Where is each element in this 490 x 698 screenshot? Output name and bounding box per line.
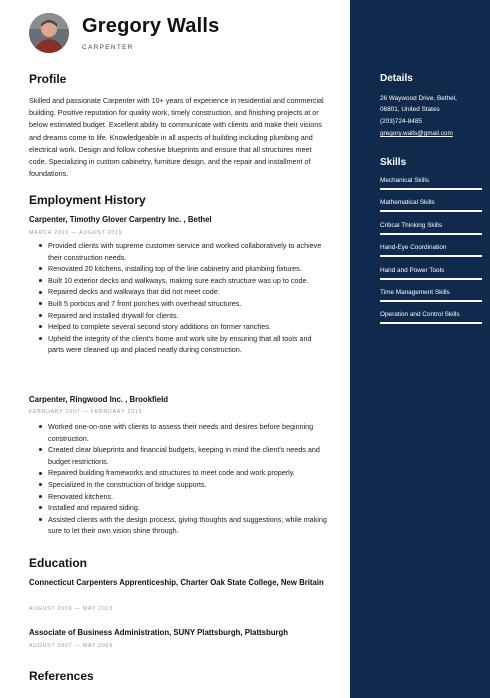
list-item: Worked one-on-one with clients to assess their needs and desires before beginning construction. xyxy=(38,421,328,444)
education-dates: AUGUST 2007 — MAY 2009 xyxy=(29,643,113,649)
skill-label: Mechanical Skills xyxy=(380,177,430,184)
skill-level-bar xyxy=(380,300,482,302)
profile-heading: Profile xyxy=(29,72,67,86)
address-line: 26 Waywood Drive, Bethel, xyxy=(380,95,457,102)
skill-item xyxy=(380,199,482,221)
avatar-photo xyxy=(29,13,69,53)
education-heading: Education xyxy=(29,556,88,570)
skill-label: Mathematical Skills xyxy=(380,199,435,206)
skill-item xyxy=(380,177,482,199)
list-item: Installed and repaired siding. xyxy=(38,502,328,514)
list-item: Created clear blueprints and financial budgets, keeping in mind the client's needs and budget restrictions. xyxy=(38,444,328,467)
avatar xyxy=(29,13,69,53)
employment-heading: Employment History xyxy=(29,193,146,207)
list-item: Renovated kitchens. xyxy=(38,491,328,503)
skill-level-bar xyxy=(380,322,482,324)
skill-label: Critical Thinking Skills xyxy=(380,222,443,229)
email-link[interactable]: gregory.walls@gmail.com xyxy=(380,130,453,137)
skill-label: Hand-Eye Coordination xyxy=(380,244,447,251)
skill-level-bar xyxy=(380,210,482,212)
job-dates: FEBRUARY 2007 — FEBRUARY 2015 xyxy=(29,409,143,415)
education-title: Associate of Business Administration, SUNY Plattsburgh, Plattsburgh xyxy=(29,628,289,637)
phone-number: (203)724-8485 xyxy=(380,118,422,125)
skill-level-bar xyxy=(380,278,482,280)
list-item: Upheld the integrity of the client's home and work site by ensuring that all tools and parts were cleaned up and placed neatly during construction. xyxy=(38,333,328,356)
profile-text: Skilled and passionate Carpenter with 10+ years of experience in residential and commercial building. Positive reputation for quality work, timely construction, and finishing projects at or below estimated budget. Excellent ability to communicate with clients and make their visions and dreams come to life. Knowledgeable in all aspects of building including plumbing and electrical work. Design and follow cohesive blueprints and ensure that all structures meet code. Specializing in custom cabinetry, furniture design, and the repair and installment of foundations. xyxy=(29,96,324,179)
job-bullets xyxy=(38,421,328,537)
skill-label: Hand and Power Tools xyxy=(380,267,445,274)
references-heading: References xyxy=(29,669,94,683)
skill-item xyxy=(380,222,482,244)
skill-item xyxy=(380,289,482,311)
list-item: Repaired building frameworks and structures to meet code and work properly. xyxy=(38,467,328,479)
skill-item xyxy=(380,311,482,333)
job-bullets xyxy=(38,240,328,356)
skill-level-bar xyxy=(380,255,482,257)
details-heading: Details xyxy=(380,73,413,84)
education-title: Connecticut Carpenters Apprenticeship, Charter Oak State College, New Britain xyxy=(29,578,324,587)
education-dates: AUGUST 2009 — MAY 2013 xyxy=(29,606,113,612)
list-item: Assisted clients with the design process, giving thoughts and suggestions, while making sure to let their own vision shine through. xyxy=(38,514,328,537)
skill-item xyxy=(380,267,482,289)
resume-header xyxy=(29,13,339,55)
job-title: Carpenter, Timothy Glover Carpentry Inc. , Bethel xyxy=(29,215,212,224)
list-item: Helped to complete several second story additions on former ranches. xyxy=(38,321,328,333)
skill-label: Operation and Control Skills xyxy=(380,311,460,318)
job-dates: MARCH 2015 — AUGUST 2019 xyxy=(29,230,123,236)
skill-level-bar xyxy=(380,188,482,190)
list-item: Renovated 20 kitchens, installing top of the line cabinetry and plumbing fixtures. xyxy=(38,263,328,275)
list-item: Specialized in the construction of bridge supports. xyxy=(38,479,328,491)
list-item: Repaired and installed drywall for clients. xyxy=(38,310,328,322)
list-item: Provided clients with supreme customer service and worked collaboratively to achieve their construction needs. xyxy=(38,240,328,263)
job-title: Carpenter, Ringwood Inc. , Brookfield xyxy=(29,395,169,404)
skill-item xyxy=(380,244,482,266)
candidate-name: Gregory Walls xyxy=(82,15,220,37)
address-line: 06801, United States xyxy=(380,106,440,113)
skill-level-bar xyxy=(380,233,482,235)
skill-label: Time Management Skills xyxy=(380,289,450,296)
skills-heading: Skills xyxy=(380,157,407,168)
list-item: Repaired decks and walkways that did not meet code. xyxy=(38,286,328,298)
candidate-job-title: CARPENTER xyxy=(82,44,134,51)
list-item: Built 5 porticos and 7 front porches with overhead structures. xyxy=(38,298,328,310)
list-item: Built 10 exterior decks and walkways, making sure each structure was up to code. xyxy=(38,275,328,287)
